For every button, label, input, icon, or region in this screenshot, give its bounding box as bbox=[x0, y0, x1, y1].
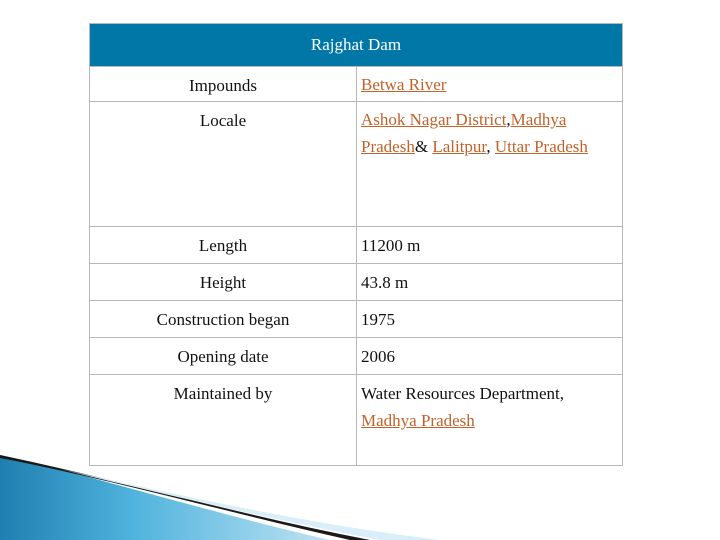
construction-label: Construction began bbox=[156, 310, 290, 329]
infobox-title: Rajghat Dam bbox=[90, 24, 622, 66]
locale-separator: , bbox=[506, 110, 511, 129]
infobox-table bbox=[89, 23, 623, 466]
madhya-pradesh-link[interactable]: Madhya Pradesh bbox=[361, 110, 567, 156]
ashok-nagar-link[interactable]: Ashok Nagar District bbox=[361, 110, 507, 129]
maintained-label: Maintained by bbox=[173, 384, 273, 403]
opening-value: 2006 bbox=[361, 347, 395, 366]
lalitpur-link[interactable]: Lalitpur bbox=[432, 137, 487, 156]
row-opening bbox=[90, 337, 622, 374]
betwa-river-link[interactable]: Betwa River bbox=[361, 75, 447, 94]
construction-value: 1975 bbox=[361, 310, 395, 329]
row-length bbox=[90, 226, 622, 263]
length-value: 11200 m bbox=[361, 236, 421, 255]
impounds-label: Impounds bbox=[189, 76, 257, 95]
length-label: Length bbox=[198, 236, 248, 255]
height-label: Height bbox=[199, 273, 247, 292]
row-height bbox=[90, 263, 622, 300]
maintained-value bbox=[361, 380, 616, 434]
maintained-text: Water Resources Department, bbox=[361, 384, 565, 403]
opening-label: Opening date bbox=[177, 347, 269, 366]
uttar-pradesh-link[interactable]: Uttar Pradesh bbox=[494, 137, 588, 156]
locale-separator: & bbox=[414, 137, 433, 156]
locale-separator: , bbox=[486, 137, 495, 156]
locale-value bbox=[361, 106, 616, 160]
locale-label: Locale bbox=[199, 111, 247, 130]
row-impounds bbox=[90, 66, 622, 101]
slide-swoosh-decoration bbox=[0, 455, 720, 540]
row-locale bbox=[90, 101, 622, 226]
row-maintained bbox=[90, 374, 622, 465]
height-value: 43.8 m bbox=[361, 273, 409, 292]
row-construction bbox=[90, 300, 622, 337]
impounds-value bbox=[361, 71, 616, 98]
madhya-pradesh-link[interactable]: Madhya Pradesh bbox=[361, 411, 475, 430]
